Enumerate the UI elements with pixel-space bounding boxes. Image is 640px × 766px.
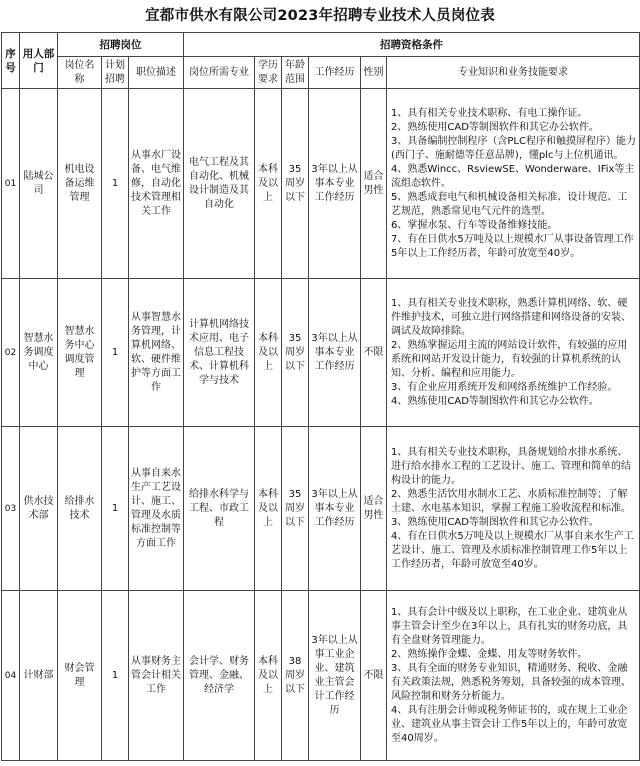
row-major: 给排水科学与工程、市政工程 [184,427,255,591]
row-age: 38周岁以下 [282,591,309,761]
row-plan-count: 1 [102,591,129,761]
row-gender: 不限 [361,591,387,761]
table-row [2,591,640,761]
row-major: 会计学、财务管理、金融、经济学 [184,591,255,761]
row-dept: 供水技术部 [20,427,58,591]
skill-item: 3、熟练使用CAD等制图软件和其它办公软件。 [391,516,599,528]
skill-item: 2、熟练使用CAD等制图软件和其它办公软件。 [391,121,599,133]
row-position-name: 财会管理 [58,591,102,761]
skill-item: 3、具有全面的财务专业知识，精通财务、税收、金融有关政策法规，熟悉税务筹划，具备较强的成本管理、风险控制和财务分析能力。 [391,662,632,702]
skill-item: 2、熟悉生活饮用水制水工艺、水质标准控制等；了解土建、水电基本知识，掌握工程施工验收流程和标准。 [391,488,632,514]
header-position-name: 岗位名称 [58,57,102,89]
row-education: 本科及以上 [255,279,282,427]
header-skills: 专业知识和业务技能要求 [387,57,640,89]
skill-item: 4、熟悉Wincc、RsviewSE、Wonderware、IFix等主流组态软件。 [391,163,635,189]
header-major: 岗位所需专业 [184,57,255,89]
skill-item: 3、具备编制控制程序（含PLC程序和触摸屏程序）能力(西门子、施耐德等任意品牌)，懂plc与上位机通讯。 [391,135,636,161]
header-seq: 序号 [2,33,20,89]
page-title: 宜都市供水有限公司2023年招聘专业技术人员岗位表 [145,8,495,24]
row-gender: 适合男性 [361,89,387,279]
header-dept: 用人部门 [20,33,58,89]
row-skills [387,279,640,427]
row-education: 本科及以上 [255,427,282,591]
row-experience: 3年以上从事本专业工作经历 [309,279,361,427]
row-plan-count: 1 [102,279,129,427]
row-skills [387,427,640,591]
header-education: 学历要求 [255,57,282,89]
row-seq: 01 [2,89,20,279]
row-experience: 3年以上从事工业企业、建筑业主管会计工作经历 [309,591,361,761]
skill-item: 4、熟练使用CAD等制图软件和其它办公软件。 [391,395,599,407]
row-description: 从事财务主管会计相关工作 [129,591,184,761]
row-age: 35周岁以下 [282,427,309,591]
header-age: 年龄范围 [282,57,309,89]
table-row [2,89,640,279]
header-experience: 工作经历 [309,57,361,89]
row-description: 从事水厂设备、电气维修，自动化技术管理相关工作 [129,89,184,279]
skill-item: 1、具有会计中级及以上职称，在工业企业、建筑业从事主管会计至少在3年以上，具有扎实的财务功底，具有全盘财务管理能力。 [391,606,628,646]
skill-item: 1、具有相关专业技术职称，熟悉计算机网络、软、硬件维护技术，可独立进行网络搭建和网络设备的安装、调试及故障排除。 [391,297,632,337]
table-row [2,427,640,591]
skill-item: 2、熟练掌握运用主流的网站设计软件，有较强的应用系统和网站开发设计能力，有较强的计算机系统的认知、分析、编程和应用能力。 [391,339,628,379]
row-age: 35周岁以下 [282,89,309,279]
header-position-group: 招聘岗位 [58,33,184,57]
row-seq: 03 [2,427,20,591]
skill-item: 1、具有相关专业技术职称，具备规划给水排水系统、进行给水排水工程的工艺设计、施工、管理和简单的结构设计的能力。 [391,446,632,486]
row-gender: 适合男性 [361,427,387,591]
row-skills [387,591,640,761]
skill-item: 5、熟悉成套电气和机械设备相关标准、设计规范、工艺规范，熟悉常见电气元件的选型。 [391,191,628,217]
row-dept: 陆城公司 [20,89,58,279]
row-age: 35周岁以下 [282,279,309,427]
skill-item: 2、熟练操作金蝶、金蝶、用友等财务软件。 [391,648,588,660]
row-experience: 3年以上从事本专业工作经历 [309,427,361,591]
row-plan-count: 1 [102,427,129,591]
row-major: 电气工程及其自动化、机械设计制造及其自动化 [184,89,255,279]
row-description: 从事自来水生产工艺设计、施工、管理及水质标准控制等方面工作 [129,427,184,591]
skill-item: 4、具有注册会计师或税务师证书的，或在规上工业企业、建筑业从事主管会计工作5年以上的，年龄可放宽至40周岁。 [391,704,628,744]
row-description: 从事智慧水务管理，计算机网络、软、硬件维护等方面工作 [129,279,184,427]
row-seq: 02 [2,279,20,427]
table-row [2,279,640,427]
skill-item: 3、有企业应用系统开发和网络系统维护工作经验。 [391,381,618,393]
row-major: 计算机网络技术应用、电子信息工程技术、计算机科学与技术 [184,279,255,427]
row-dept: 智慧水务调度中心 [20,279,58,427]
header-gender: 性别 [361,57,387,89]
row-dept: 计财部 [20,591,58,761]
row-skills [387,89,640,279]
recruitment-table [1,32,640,761]
row-seq: 04 [2,591,20,761]
header-description: 职位描述 [129,57,184,89]
skill-item: 7、有在日供水5万吨及以上规模水厂从事设备管理工作5年以上工作经历者，年龄可放宽至40岁。 [391,233,634,259]
row-education: 本科及以上 [255,89,282,279]
skill-item: 4、有在日供水5万吨及以上规模水厂从事自来水生产工艺设计、施工、管理及水质标准控制管理工作5年以上工作经历者，年龄可放宽至40岁。 [391,530,634,570]
row-position-name: 智慧水务中心调度管理 [58,279,102,427]
row-position-name: 给排水技术 [58,427,102,591]
row-gender: 不限 [361,279,387,427]
skill-item: 1、具有相关专业技术职称、有电工操作证。 [391,107,588,119]
header-qualification-group: 招聘资格条件 [184,33,640,57]
header-plan-count: 计划招聘 [102,57,129,89]
row-position-name: 机电设备运维管理 [58,89,102,279]
row-experience: 3年以上从事本专业工作经历 [309,89,361,279]
skill-item: 6、掌握水泵、行车等设备维修技能。 [391,219,558,231]
row-plan-count: 1 [102,89,129,279]
row-education: 本科及以上 [255,591,282,761]
